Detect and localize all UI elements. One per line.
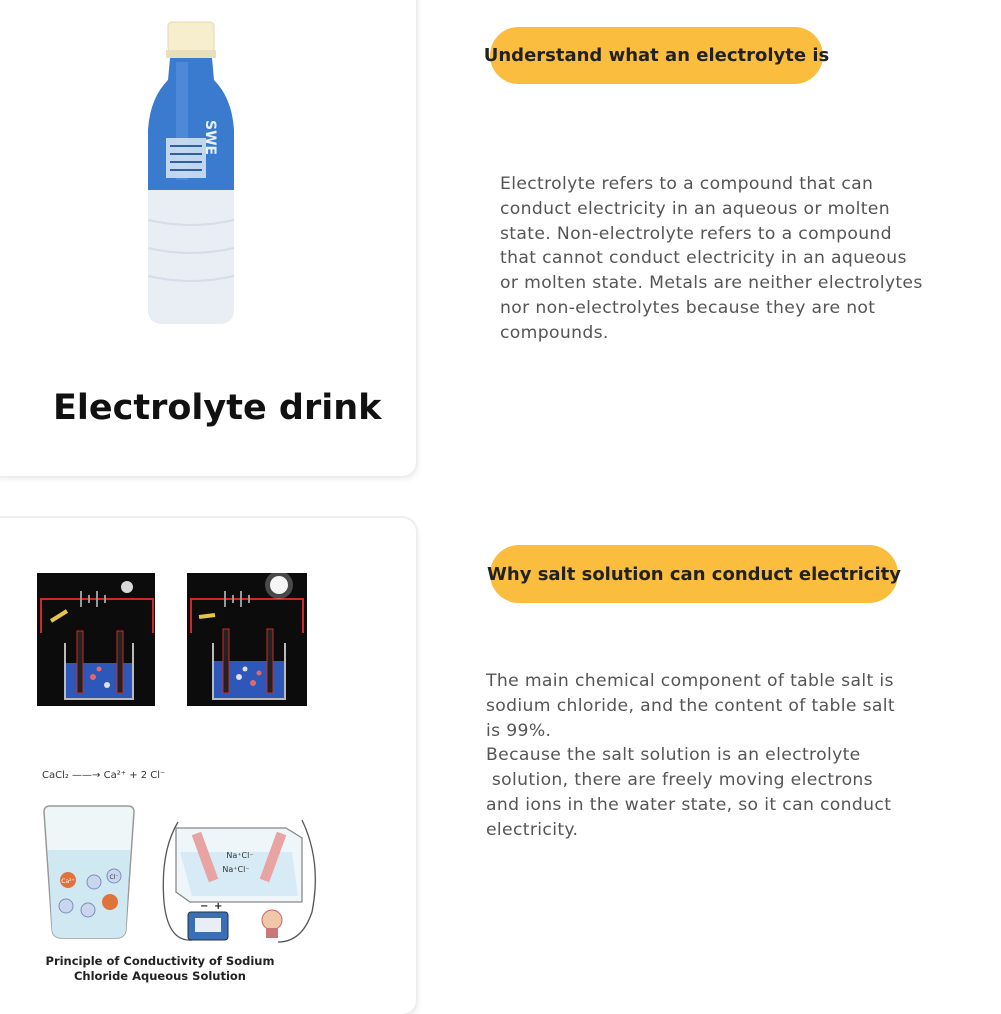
salt-explanation-paragraph: [486, 669, 895, 843]
electrolyte-drink-caption: Electrolyte drink: [53, 388, 382, 428]
salt-heading: Why salt solution can conduct electricity: [487, 563, 901, 585]
paragraph-line: or molten state. Metals are neither electrolytes: [500, 273, 923, 294]
dissociation-equation: CaCl₂ ——→ Ca²⁺ + 2 Cl⁻: [42, 770, 166, 781]
paragraph-line: Because the salt solution is an electrolyte: [486, 745, 861, 766]
salt-heading-badge: [487, 545, 901, 603]
circuit-beaker-photo-lit: [187, 573, 307, 706]
circuit-beaker-photo-unlit: [37, 573, 155, 706]
paragraph-line: The main chemical component of table salt is: [486, 671, 894, 691]
ion-label: Cl⁻: [109, 874, 119, 881]
paragraph-line: Electrolyte refers to a compound that can: [500, 174, 874, 194]
caption-line: Principle of Conductivity of Sodium: [45, 954, 275, 968]
bottle-label-text: SWE: [202, 120, 218, 156]
paragraph-line: nor non-electrolytes because they are not: [500, 297, 876, 318]
conductivity-principle-diagram: [40, 792, 320, 952]
electrolyte-drink-bottle-image: [136, 20, 246, 330]
electrolyte-heading: Understand what an electrolyte is: [483, 45, 830, 66]
lamp-icon: [262, 910, 282, 930]
paragraph-line: is 99%.: [486, 720, 552, 741]
electrolyte-definition-paragraph: [500, 172, 923, 346]
bulb-icon: [121, 581, 133, 593]
paragraph-line: electricity.: [486, 819, 579, 840]
diagram-caption: [40, 954, 280, 984]
paragraph-line: solution, there are freely moving electrons: [486, 770, 873, 791]
plus-terminal-label: +: [214, 901, 223, 912]
paragraph-line: state. Non-electrolyte refers to a compound: [500, 223, 892, 244]
electrolyte-heading-badge: [483, 27, 830, 84]
caption-line: Chloride Aqueous Solution: [73, 969, 246, 983]
paragraph-line: that cannot conduct electricity in an aqueous: [500, 248, 907, 269]
ion-label: Na⁺Cl⁻: [222, 865, 250, 874]
paragraph-line: and ions in the water state, so it can conduct: [486, 794, 892, 815]
minus-terminal-label: −: [200, 901, 209, 912]
paragraph-line: sodium chloride, and the content of table salt: [486, 695, 896, 716]
ion-label: Na⁺Cl⁻: [226, 851, 254, 860]
paragraph-line: compounds.: [500, 322, 609, 343]
ion-label: Ca²⁺: [61, 878, 75, 885]
paragraph-line: conduct electricity in an aqueous or molten: [500, 198, 890, 219]
